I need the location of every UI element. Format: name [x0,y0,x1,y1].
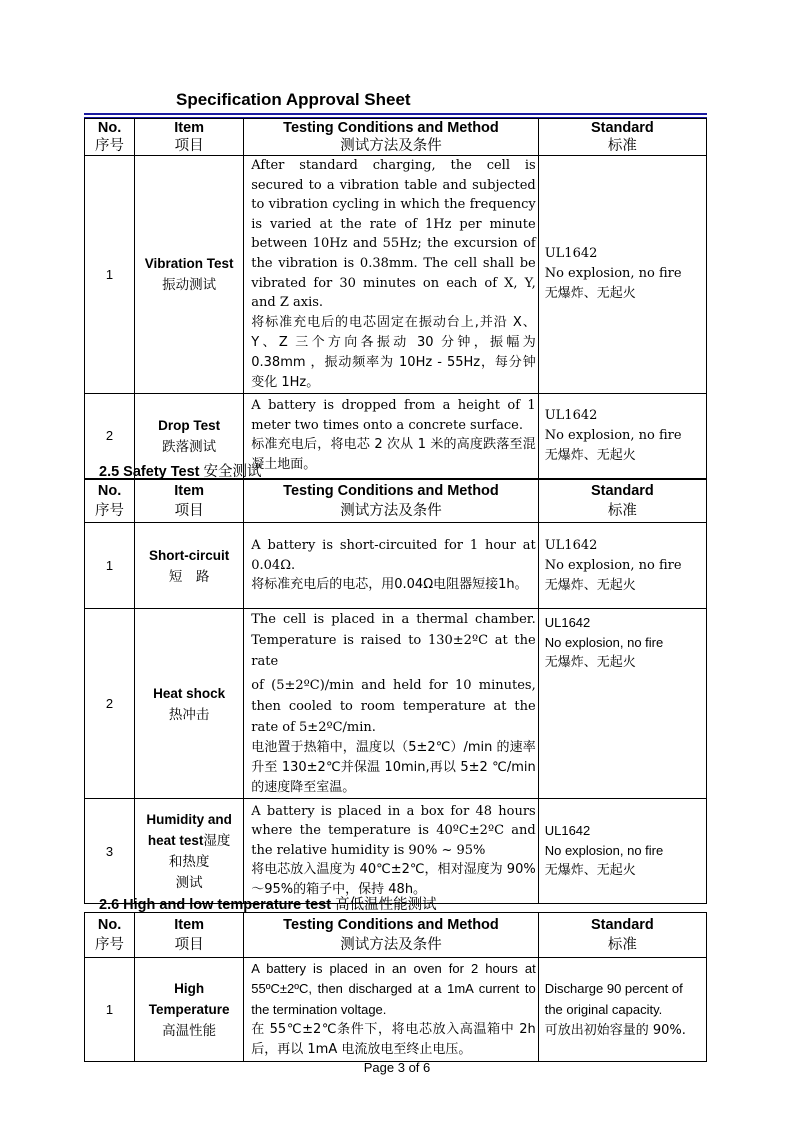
test-conditions: A battery is short-circuited for 1 hour at 0.04Ω. 将标准充电后的电芯，用0.04Ω电阻器短接1h。 [244,523,538,609]
page-title: Specification Approval Sheet [176,90,411,109]
row-number: 3 [85,799,135,904]
test-conditions: The cell is placed in a thermal chamber. Temperature is raised to 130±2ºC at the rate of (5±2ºC)/min and held for 10 minutes, then cooled to room temperature at the rate of 5±2ºC/min. 电池置于热箱中，温度以（5±2℃）/min 的速率升至 130±2℃并保温 10min,再以 5±2 ℃/min 的速度降至室温。 [244,609,538,799]
row-number: 1 [85,156,135,394]
test-item: Heat shock 热冲击 [135,609,244,799]
test-conditions: A battery is placed in an oven for 2 hours at 55ºC±2ºC, then discharged at a 1mA current to the termination voltage. 在 55℃±2℃条件下，将电芯放入高温箱中 2h 后，再以 1mA 电流放电至终止电压。 [244,958,538,1062]
test-conditions: After standard charging, the cell is secured to a vibration table and subjected to vibration cycling in which the frequency is varied at the rate of 1Hz per minute between 10Hz and 55Hz; the excursion of the vibration is 0.38mm. The cell shall be vibrated for 30 minutes on each of X, Y, and Z axis. 将标准充电后的电芯固定在振动台上,并沿 X、Y、Z 三个方向各振动 30 分钟，振幅为 0.38mm ，振动频率为 10Hz - 55Hz，每分钟变化 1Hz。 [244,156,538,394]
safety-test-table [84,479,707,904]
table-row [85,156,707,394]
temperature-test-table [84,912,707,1062]
col-header-item: Item 项目 [135,119,244,156]
table-row [85,609,707,799]
test-standard: UL1642 No explosion, no fire 无爆炸、无起火 [538,609,706,799]
col-header-conditions: Testing Conditions and Method 测试方法及条件 [244,119,538,156]
row-number: 2 [85,609,135,799]
col-header-no: No. 序号 [85,913,135,958]
row-number: 1 [85,958,135,1062]
page-footer: Page 3 of 6 [363,1060,431,1075]
table-header-row [85,119,707,156]
test-conditions: A battery is dropped from a height of 1 meter two times onto a concrete surface. 标准充电后，将电芯 2 次从 1 米的高度跌落至混凝土地面。 [244,393,538,478]
col-header-no: No. 序号 [85,119,135,156]
test-item: Drop Test 跌落测试 [135,393,244,478]
col-header-conditions: Testing Conditions and Method 测试方法及条件 [244,913,538,958]
col-header-conditions: Testing Conditions and Method 测试方法及条件 [244,480,538,523]
table-row [85,523,707,609]
test-standard: Discharge 90 percent of the original capacity. 可放出初始容量的 90%. [538,958,706,1062]
test-item: Short-circuit 短 路 [135,523,244,609]
row-number: 1 [85,523,135,609]
table-row [85,799,707,904]
col-header-item: Item 项目 [135,480,244,523]
col-header-standard: Standard 标准 [538,913,706,958]
section-heading-safety: 2.5 Safety Test 安全测试 [99,464,262,480]
section-heading-temperature: 2.6 High and low temperature test 高低温性能测试 [99,897,437,913]
title-underline-rule [84,113,707,115]
test-item: High Temperature 高温性能 [135,958,244,1062]
test-conditions: A battery is placed in a box for 48 hours where the temperature is 40ºC±2ºC and the relative humidity is 90% ~ 95% 将电芯放入温度为 40℃±2℃，相对湿度为 90%～95%的箱子中，保持 48h。 [244,799,538,904]
row-number: 2 [85,393,135,478]
table-row [85,958,707,1062]
col-header-standard: Standard 标准 [538,480,706,523]
test-item: Vibration Test 振动测试 [135,156,244,394]
mechanical-test-table [84,118,707,479]
col-header-no: No. 序号 [85,480,135,523]
test-standard: UL1642 No explosion, no fire 无爆炸、无起火 [538,393,706,478]
test-item: Humidity and heat test湿度 和热度 测试 [135,799,244,904]
table-header-row [85,913,707,958]
test-standard: UL1642 No explosion, no fire 无爆炸、无起火 [538,799,706,904]
test-standard: UL1642 No explosion, no fire 无爆炸、无起火 [538,523,706,609]
table-header-row [85,480,707,523]
col-header-standard: Standard 标准 [538,119,706,156]
test-standard: UL1642 No explosion, no fire 无爆炸、无起火 [538,156,706,394]
col-header-item: Item 项目 [135,913,244,958]
